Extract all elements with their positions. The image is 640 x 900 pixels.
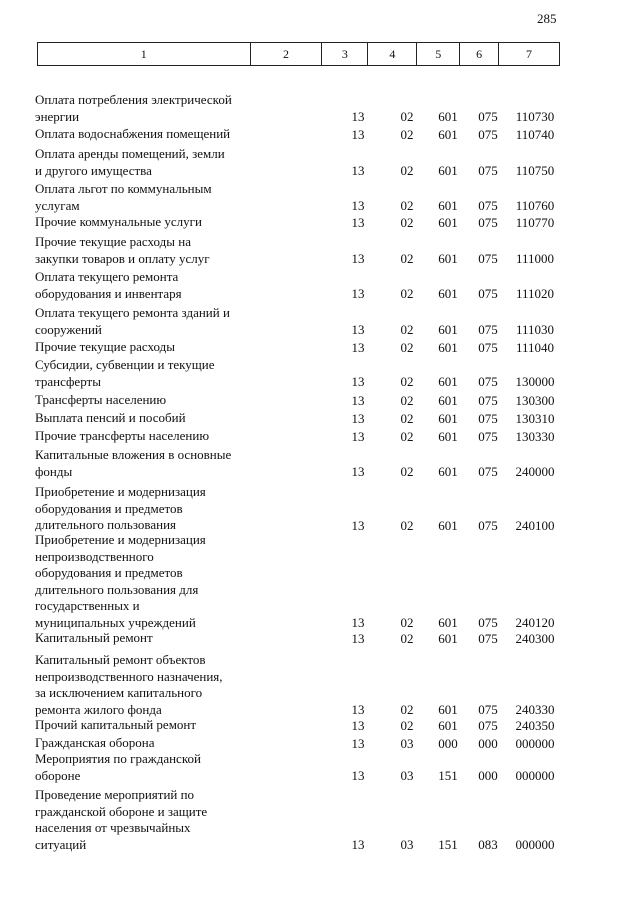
table-row: [0, 146, 640, 179]
row-code-c5: 601: [438, 286, 458, 301]
row-code-c3: 13: [351, 286, 365, 301]
table-row: [0, 484, 640, 534]
table-row: [0, 214, 640, 231]
row-code-c5: 601: [438, 198, 458, 213]
row-code-c7: 110760: [515, 198, 555, 213]
row-name: Трансферты населению: [35, 392, 167, 407]
column-header-6: 6: [460, 43, 499, 65]
table-row: [0, 234, 640, 267]
row-code-c5: 601: [438, 109, 458, 124]
row-code-c5: 601: [438, 374, 458, 389]
row-name: Оплата потребления электрической энергии: [35, 92, 232, 124]
row-code-c4: 02: [400, 251, 414, 266]
row-code-c7: 130300: [515, 392, 555, 408]
row-name: Капитальные вложения в основные фонды: [35, 447, 232, 479]
table-row: [0, 735, 640, 752]
row-code-c5: 601: [438, 126, 458, 142]
row-code-c5: 601: [438, 615, 458, 630]
row-code-c5: 601: [438, 717, 458, 733]
row-name: Проведение мероприятий по гражданской обороне и защите населения от чрезвычайных ситуаций: [35, 787, 208, 852]
row-name: Прочие коммунальные услуги: [35, 214, 202, 229]
row-name: Прочие текущие расходы: [35, 339, 175, 354]
row-code-c7: 240120: [515, 615, 555, 630]
row-code-c3: 13: [351, 630, 365, 646]
row-name: Капитальный ремонт объектов непроизводственного назначения, за исключением капитального ремонта жилого фонда: [35, 652, 223, 717]
row-code-c7: 130330: [515, 428, 555, 444]
column-header-5: 5: [417, 43, 460, 65]
column-header-4: 4: [368, 43, 417, 65]
row-code-c7: 000000: [515, 735, 555, 751]
table-row: [0, 357, 640, 390]
row-code-c6: 075: [478, 615, 498, 630]
row-code-c5: 601: [438, 251, 458, 266]
row-code-c6: 000: [478, 768, 498, 783]
row-code-c6: 083: [478, 837, 498, 852]
row-name: Оплата льгот по коммунальным услугам: [35, 181, 212, 213]
row-name: Гражданская оборона: [35, 735, 155, 750]
page-number: 285: [537, 11, 557, 26]
row-code-c7: 240000: [515, 464, 555, 479]
row-code-c5: 000: [438, 735, 458, 751]
row-code-c3: 13: [351, 198, 365, 213]
row-code-c7: 240350: [515, 717, 555, 733]
row-code-c6: 075: [478, 464, 498, 479]
row-code-c6: 000: [478, 735, 498, 751]
row-code-c7: 110740: [515, 126, 555, 142]
row-name: Выплата пенсий и пособий: [35, 410, 186, 425]
table-row: [0, 428, 640, 445]
row-code-c7: 240100: [515, 517, 555, 533]
table-row: [0, 269, 640, 302]
row-code-c4: 02: [400, 410, 414, 426]
column-header-1: 1: [38, 43, 251, 65]
row-name: Мероприятия по гражданской обороне: [35, 751, 201, 783]
row-code-c5: 151: [438, 837, 458, 852]
row-name: Прочие текущие расходы на закупки товаров и оплату услуг: [35, 234, 210, 266]
row-code-c6: 075: [478, 251, 498, 266]
row-code-c7: 111030: [515, 322, 555, 337]
row-name: Капитальный ремонт: [35, 630, 153, 645]
table-row: [0, 717, 640, 734]
row-name: Оплата текущего ремонта оборудования и инвентаря: [35, 269, 182, 301]
row-code-c6: 075: [478, 630, 498, 646]
row-code-c6: 075: [478, 109, 498, 124]
row-code-c3: 13: [351, 322, 365, 337]
table-row: [0, 92, 640, 125]
row-code-c5: 601: [438, 392, 458, 408]
row-code-c3: 13: [351, 392, 365, 408]
row-code-c4: 03: [400, 768, 414, 783]
row-code-c4: 03: [400, 735, 414, 751]
row-code-c5: 151: [438, 768, 458, 783]
row-code-c7: 110750: [515, 163, 555, 178]
row-code-c7: 110730: [515, 109, 555, 124]
row-code-c3: 13: [351, 109, 365, 124]
row-code-c6: 075: [478, 126, 498, 142]
row-code-c7: 000000: [515, 768, 555, 783]
row-code-c6: 075: [478, 339, 498, 355]
row-code-c5: 601: [438, 163, 458, 178]
row-code-c3: 13: [351, 410, 365, 426]
row-code-c5: 601: [438, 630, 458, 646]
row-code-c3: 13: [351, 615, 365, 630]
row-code-c5: 601: [438, 517, 458, 533]
row-code-c4: 02: [400, 517, 414, 533]
row-code-c3: 13: [351, 339, 365, 355]
row-name: Приобретение и модернизация оборудования и предметов длительного пользования: [35, 484, 206, 532]
row-code-c6: 075: [478, 322, 498, 337]
row-code-c4: 02: [400, 464, 414, 479]
row-code-c7: 111000: [515, 251, 555, 266]
row-code-c3: 13: [351, 464, 365, 479]
row-code-c4: 02: [400, 322, 414, 337]
row-name: Оплата аренды помещений, земли и другого имущества: [35, 146, 225, 178]
table-row: [0, 126, 640, 143]
row-code-c7: 130310: [515, 410, 555, 426]
row-code-c5: 601: [438, 322, 458, 337]
row-code-c3: 13: [351, 717, 365, 733]
column-header-3: 3: [322, 43, 368, 65]
table-row: [0, 751, 640, 784]
row-code-c6: 075: [478, 163, 498, 178]
row-code-c6: 075: [478, 286, 498, 301]
row-code-c7: 240300: [515, 630, 555, 646]
row-code-c6: 075: [478, 702, 498, 717]
table-row: [0, 447, 640, 480]
table-row: [0, 532, 640, 631]
row-code-c4: 02: [400, 163, 414, 178]
table-row: [0, 652, 640, 718]
row-name: Приобретение и модернизация непроизводственного оборудования и предметов длительного пользования для государственных и муниципальных учреждений: [35, 532, 206, 630]
row-code-c4: 02: [400, 109, 414, 124]
row-code-c7: 111020: [515, 286, 555, 301]
row-code-c4: 02: [400, 214, 414, 230]
row-code-c5: 601: [438, 702, 458, 717]
row-code-c5: 601: [438, 464, 458, 479]
row-code-c6: 075: [478, 392, 498, 408]
row-code-c3: 13: [351, 126, 365, 142]
row-code-c7: 240330: [515, 702, 555, 717]
row-code-c6: 075: [478, 214, 498, 230]
row-code-c3: 13: [351, 163, 365, 178]
row-name: Оплата водоснабжения помещений: [35, 126, 231, 141]
row-code-c4: 02: [400, 126, 414, 142]
row-code-c3: 13: [351, 702, 365, 717]
row-code-c6: 075: [478, 374, 498, 389]
row-code-c4: 02: [400, 717, 414, 733]
row-code-c4: 02: [400, 428, 414, 444]
row-code-c5: 601: [438, 410, 458, 426]
row-code-c4: 02: [400, 339, 414, 355]
row-name: Прочие трансферты населению: [35, 428, 210, 443]
row-code-c5: 601: [438, 339, 458, 355]
table-row: [0, 787, 640, 853]
row-code-c6: 075: [478, 410, 498, 426]
row-code-c4: 02: [400, 286, 414, 301]
table-row: [0, 339, 640, 356]
row-code-c3: 13: [351, 837, 365, 852]
column-header-2: 2: [251, 43, 323, 65]
row-code-c6: 075: [478, 428, 498, 444]
row-name: Оплата текущего ремонта зданий и сооружений: [35, 305, 230, 337]
row-code-c6: 075: [478, 198, 498, 213]
table-row: [0, 392, 640, 409]
row-code-c3: 13: [351, 251, 365, 266]
row-code-c4: 02: [400, 702, 414, 717]
row-code-c4: 03: [400, 837, 414, 852]
row-name: Субсидии, субвенции и текущие трансферты: [35, 357, 215, 389]
row-code-c4: 02: [400, 392, 414, 408]
table-row: [0, 181, 640, 214]
row-code-c7: 000000: [515, 837, 555, 852]
row-code-c4: 02: [400, 615, 414, 630]
row-code-c3: 13: [351, 374, 365, 389]
table-row: [0, 305, 640, 338]
row-code-c3: 13: [351, 517, 365, 533]
row-code-c4: 02: [400, 198, 414, 213]
row-code-c6: 075: [478, 517, 498, 533]
row-code-c4: 02: [400, 630, 414, 646]
row-code-c3: 13: [351, 214, 365, 230]
row-code-c3: 13: [351, 735, 365, 751]
row-code-c4: 02: [400, 374, 414, 389]
table-row: [0, 410, 640, 427]
table-row: [0, 630, 640, 647]
row-code-c3: 13: [351, 768, 365, 783]
row-code-c7: 130000: [515, 374, 555, 389]
row-name: Прочий капитальный ремонт: [35, 717, 197, 732]
row-code-c5: 601: [438, 214, 458, 230]
row-code-c5: 601: [438, 428, 458, 444]
column-header-7: 7: [526, 46, 533, 61]
row-code-c6: 075: [478, 717, 498, 733]
row-code-c7: 111040: [515, 339, 555, 355]
row-code-c7: 110770: [515, 214, 555, 230]
row-code-c3: 13: [351, 428, 365, 444]
